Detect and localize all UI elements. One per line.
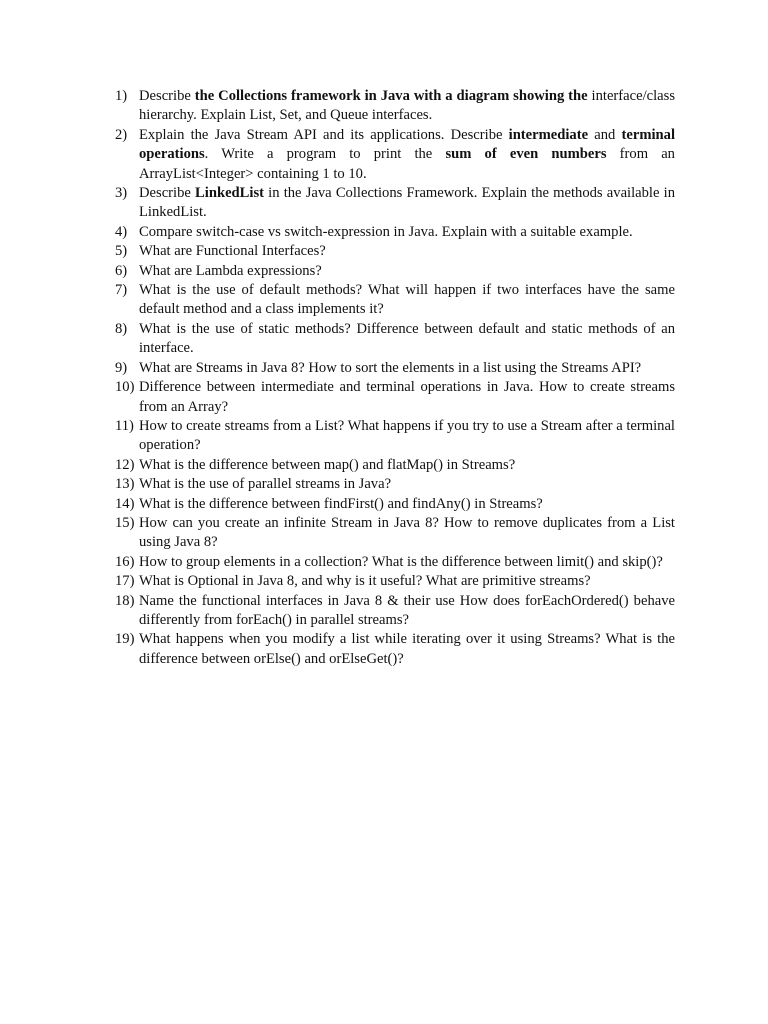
question-text-run: . Write a program to print the: [204, 146, 446, 163]
question-list: [115, 87, 675, 669]
question-text-run: from an ArrayList<Integer> containing 1 to 10.: [139, 146, 675, 182]
question-text-bold: the Collections framework in Java with a diagram showing the: [194, 88, 588, 104]
question-text-run: Describe: [139, 88, 195, 104]
question-item: [115, 359, 675, 378]
question-item: [115, 514, 675, 553]
question-text: [139, 495, 675, 514]
question-number: 7): [115, 282, 128, 299]
question-text: [139, 223, 675, 242]
question-text-run: What are Streams in Java 8? How to sort the elements in a list using the Streams API?: [139, 359, 642, 376]
question-text: [139, 514, 675, 553]
question-item: [115, 126, 675, 184]
question-number: 9): [115, 359, 128, 376]
question-text: [139, 87, 675, 126]
question-item: [115, 262, 675, 281]
question-text-run: What is the use of static methods? Difference between default and static methods of an interface.: [139, 320, 675, 357]
question-item: [115, 87, 675, 126]
question-text: [139, 572, 675, 591]
question-number: 19): [115, 631, 135, 648]
question-text-run: Name the functional interfaces in Java 8 & their use How does forEachOrdered() behave differently from forEach() in parallel streams?: [139, 592, 675, 628]
question-text-run: What is the difference between findFirst() and findAny() in Streams?: [139, 495, 543, 512]
question-number: 10): [115, 379, 135, 396]
question-item: [115, 281, 675, 320]
question-item: [115, 553, 675, 572]
question-number: 15): [115, 514, 135, 531]
question-text-run: interface/class hierarchy. Explain List, Set, and Queue interfaces.: [139, 88, 676, 124]
question-text: [139, 126, 675, 184]
question-number: 13): [115, 476, 135, 493]
question-text-run: How to create streams from a List? What happens if you try to use a Stream after a terminal operation?: [139, 417, 675, 454]
question-number: 16): [115, 553, 135, 570]
question-text: [139, 456, 675, 475]
question-number: 1): [115, 88, 128, 104]
question-number: 17): [115, 573, 135, 590]
question-text: [139, 553, 675, 572]
question-text: [139, 417, 675, 456]
question-item: [115, 475, 675, 494]
question-text-bold: sum of even numbers: [445, 146, 607, 163]
question-item: [115, 320, 675, 359]
question-text-bold: LinkedList: [195, 185, 264, 202]
question-item: [115, 378, 675, 417]
question-number: 2): [115, 126, 128, 143]
question-number: 18): [115, 592, 135, 609]
question-text-run: What is the use of parallel streams in Java?: [139, 476, 392, 493]
question-text: [139, 592, 675, 631]
question-number: 3): [115, 185, 128, 202]
question-text: [139, 630, 675, 669]
question-item: [115, 223, 675, 242]
question-item: [115, 242, 675, 261]
question-text: [139, 262, 675, 281]
question-text-run: What is the difference between map() and flatMap() in Streams?: [139, 456, 516, 473]
question-text: [139, 242, 675, 261]
question-item: [115, 592, 675, 631]
question-text-run: What happens when you modify a list while iterating over it using Streams? What is the difference between orElse() and orElseGet()?: [139, 631, 675, 667]
question-text-run: How can you create an infinite Stream in Java 8? How to remove duplicates from a List using Java 8?: [139, 514, 675, 551]
question-text: [139, 378, 675, 417]
question-text-run: in the Java Collections Framework. Explain the methods available in LinkedList.: [139, 185, 675, 221]
question-text-bold: intermediate: [508, 126, 589, 143]
question-item: [115, 630, 675, 669]
question-text-bold: terminal operations: [139, 126, 675, 163]
question-text: [139, 320, 675, 359]
question-text-run: What is Optional in Java 8, and why is it useful? What are primitive streams?: [139, 573, 591, 590]
question-text-run: Describe: [139, 185, 196, 202]
question-item: [115, 456, 675, 475]
question-item: [115, 572, 675, 591]
question-number: 12): [115, 456, 135, 473]
question-number: 6): [115, 262, 128, 279]
question-text-run: Difference between intermediate and terminal operations in Java. How to create streams from an Array?: [139, 379, 675, 415]
question-text-run: and: [588, 126, 622, 143]
question-item: [115, 495, 675, 514]
question-text: [139, 281, 675, 320]
question-item: [115, 184, 675, 223]
question-text-run: Explain the Java Stream API and its applications. Describe: [139, 126, 509, 143]
question-number: 14): [115, 495, 135, 512]
question-number: 4): [115, 223, 128, 240]
question-text-run: Compare switch-case vs switch-expression in Java. Explain with a suitable example.: [139, 223, 633, 240]
question-text-run: How to group elements in a collection? What is the difference between limit() and skip()?: [139, 553, 663, 570]
question-number: 8): [115, 320, 128, 337]
question-number: 11): [115, 417, 134, 434]
question-text: [139, 184, 675, 223]
question-item: [115, 417, 675, 456]
question-text: [139, 359, 675, 378]
question-text-run: What are Functional Interfaces?: [139, 243, 326, 260]
question-number: 5): [115, 243, 128, 260]
question-text-run: What are Lambda expressions?: [139, 262, 322, 279]
question-text: [139, 475, 675, 494]
question-text-run: What is the use of default methods? What will happen if two interfaces have the same default method and a class implements it?: [139, 282, 675, 318]
